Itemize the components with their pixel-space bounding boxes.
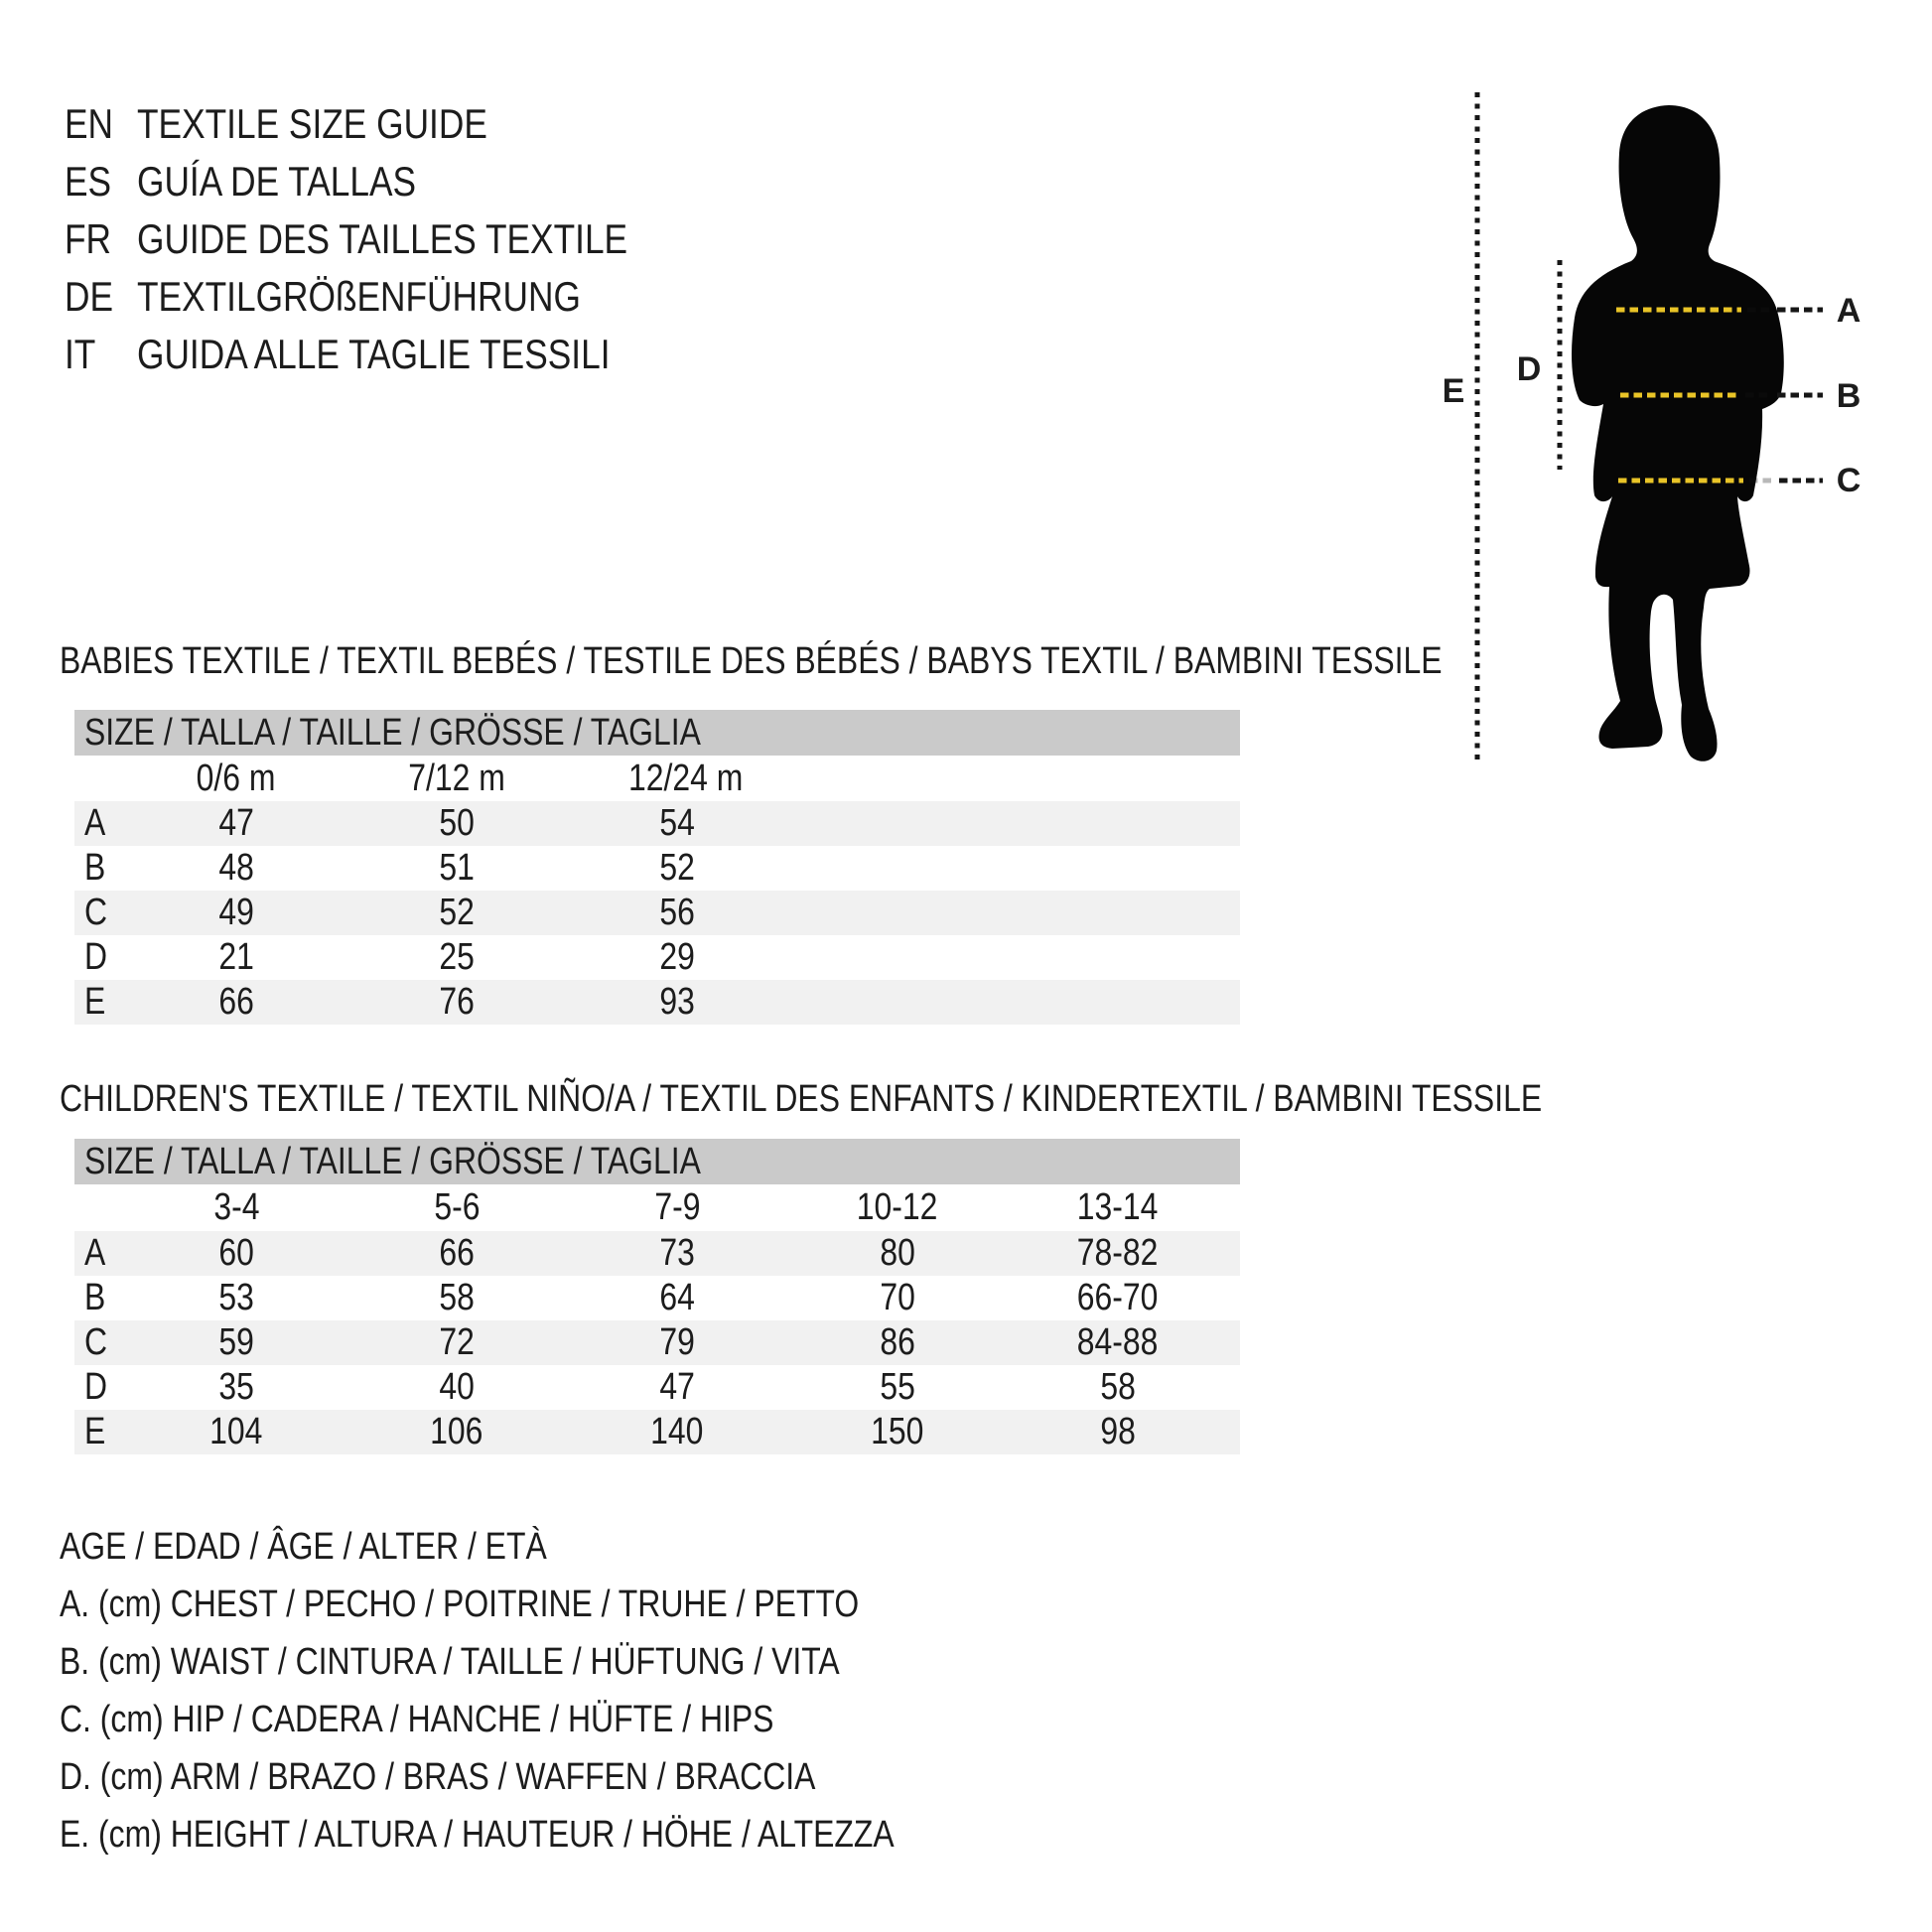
table-cell: 59 — [218, 1321, 254, 1363]
column-header: 5-6 — [433, 1186, 481, 1228]
row-label: C — [84, 892, 108, 933]
language-row-fr — [65, 210, 721, 268]
column-header: 3-4 — [212, 1186, 260, 1228]
babies-table-row-a — [74, 801, 1240, 846]
table-cell: 72 — [439, 1321, 475, 1363]
legend-line-hip: C. (cm) HIP / CADERA / HANCHE / HÜFTE / HIPS — [60, 1699, 774, 1740]
table-cell: 58 — [1100, 1366, 1136, 1408]
table-cell: 29 — [659, 936, 695, 978]
language-row-de — [65, 268, 721, 326]
figure-label-chest: A — [1836, 292, 1862, 330]
language-row-en — [65, 95, 721, 153]
babies-size-header-bar: SIZE / TALLA / TAILLE / GRÖSSE / TAGLIA — [74, 710, 1240, 756]
table-cell: 64 — [659, 1277, 695, 1318]
table-cell: 86 — [880, 1321, 915, 1363]
table-cell: 52 — [659, 847, 695, 889]
babies-table-row-e — [74, 980, 1240, 1025]
legend-line-age: AGE / EDAD / ÂGE / ALTER / ETÀ — [60, 1526, 547, 1568]
figure-label-arm: D — [1516, 350, 1542, 388]
language-code: FR — [65, 215, 112, 262]
column-header: 0/6 m — [197, 758, 276, 799]
table-cell: 52 — [439, 892, 475, 933]
language-title: TEXTILE SIZE GUIDE — [137, 100, 487, 147]
children-table-row-c — [74, 1320, 1240, 1365]
legend-line-waist: B. (cm) WAIST / CINTURA / TAILLE / HÜFTUNG / VITA — [60, 1641, 840, 1683]
table-cell: 60 — [218, 1232, 254, 1274]
legend-line-height: E. (cm) HEIGHT / ALTURA / HAUTEUR / HÖHE / ALTEZZA — [60, 1814, 895, 1856]
table-cell: 76 — [439, 981, 475, 1023]
table-cell: 80 — [880, 1232, 915, 1274]
language-title: GUÍA DE TALLAS — [137, 158, 417, 205]
table-cell: 35 — [218, 1366, 254, 1408]
legend-line-chest: A. (cm) CHEST / PECHO / POITRINE / TRUHE / PETTO — [60, 1584, 860, 1625]
children-table-row-e — [74, 1410, 1240, 1454]
children-column-header-row — [74, 1184, 1240, 1231]
table-cell: 66 — [439, 1232, 475, 1274]
table-cell: 66-70 — [1077, 1277, 1159, 1318]
row-label: D — [84, 936, 108, 978]
row-label: C — [84, 1321, 108, 1363]
language-code: ES — [65, 158, 112, 205]
column-header: 7-9 — [653, 1186, 701, 1228]
figure-label-hip: C — [1836, 462, 1862, 499]
table-cell: 70 — [880, 1277, 915, 1318]
row-label: B — [84, 847, 106, 889]
table-cell: 104 — [209, 1411, 263, 1452]
row-label: B — [84, 1277, 106, 1318]
children-table-row-b — [74, 1276, 1240, 1320]
language-code: DE — [65, 273, 114, 320]
babies-table-row-d — [74, 935, 1240, 980]
table-cell: 25 — [439, 936, 475, 978]
row-label: A — [84, 802, 106, 844]
table-cell: 47 — [218, 802, 254, 844]
table-cell: 73 — [659, 1232, 695, 1274]
measurement-legend — [60, 1518, 1053, 1863]
table-cell: 21 — [218, 936, 254, 978]
children-table-row-a — [74, 1231, 1240, 1276]
column-header: 10-12 — [857, 1186, 938, 1228]
table-cell: 54 — [659, 802, 695, 844]
table-cell: 58 — [439, 1277, 475, 1318]
row-label: D — [84, 1366, 108, 1408]
table-cell: 48 — [218, 847, 254, 889]
table-cell: 47 — [659, 1366, 695, 1408]
table-cell: 55 — [880, 1366, 915, 1408]
table-cell: 93 — [659, 981, 695, 1023]
column-header: 7/12 m — [408, 758, 505, 799]
children-section-title: CHILDREN'S TEXTILE / TEXTIL NIÑO/A / TEXTIL DES ENFANTS / KINDERTEXTIL / BAMBINI TESSILE — [60, 1078, 1543, 1120]
table-cell: 56 — [659, 892, 695, 933]
table-cell: 98 — [1100, 1411, 1136, 1452]
table-cell: 84-88 — [1077, 1321, 1159, 1363]
table-cell: 106 — [430, 1411, 483, 1452]
language-title: GUIDE DES TAILLES TEXTILE — [137, 215, 628, 262]
row-label: A — [84, 1232, 106, 1274]
table-cell: 51 — [439, 847, 475, 889]
language-row-es — [65, 153, 721, 210]
babies-table-row-c — [74, 891, 1240, 935]
table-cell: 50 — [439, 802, 475, 844]
legend-line-arm: D. (cm) ARM / BRAZO / BRAS / WAFFEN / BRACCIA — [60, 1756, 816, 1798]
children-table-row-d — [74, 1365, 1240, 1410]
language-header — [65, 95, 721, 383]
figure-label-height: E — [1442, 372, 1465, 410]
language-title: GUIDA ALLE TAGLIE TESSILI — [137, 331, 611, 377]
table-cell: 53 — [218, 1277, 254, 1318]
language-row-it — [65, 326, 721, 383]
row-label: E — [84, 981, 106, 1023]
table-cell: 49 — [218, 892, 254, 933]
babies-table-row-b — [74, 846, 1240, 891]
table-cell: 78-82 — [1077, 1232, 1159, 1274]
table-cell: 140 — [650, 1411, 704, 1452]
children-size-header-bar: SIZE / TALLA / TAILLE / GRÖSSE / TAGLIA — [74, 1139, 1240, 1184]
table-cell: 79 — [659, 1321, 695, 1363]
babies-column-header-row — [74, 756, 1240, 801]
column-header: 13-14 — [1077, 1186, 1159, 1228]
row-label: E — [84, 1411, 106, 1452]
column-header: 12/24 m — [627, 758, 744, 799]
language-code: IT — [65, 331, 96, 377]
language-title: TEXTILGRÖßENFÜHRUNG — [137, 273, 581, 320]
figure-label-waist: B — [1836, 377, 1862, 415]
table-cell: 150 — [871, 1411, 924, 1452]
table-cell: 66 — [218, 981, 254, 1023]
table-cell: 40 — [439, 1366, 475, 1408]
language-code: EN — [65, 100, 114, 147]
babies-section-title: BABIES TEXTILE / TEXTIL BEBÉS / TESTILE DES BÉBÉS / BABYS TEXTIL / BAMBINI TESSILE — [60, 640, 1443, 682]
